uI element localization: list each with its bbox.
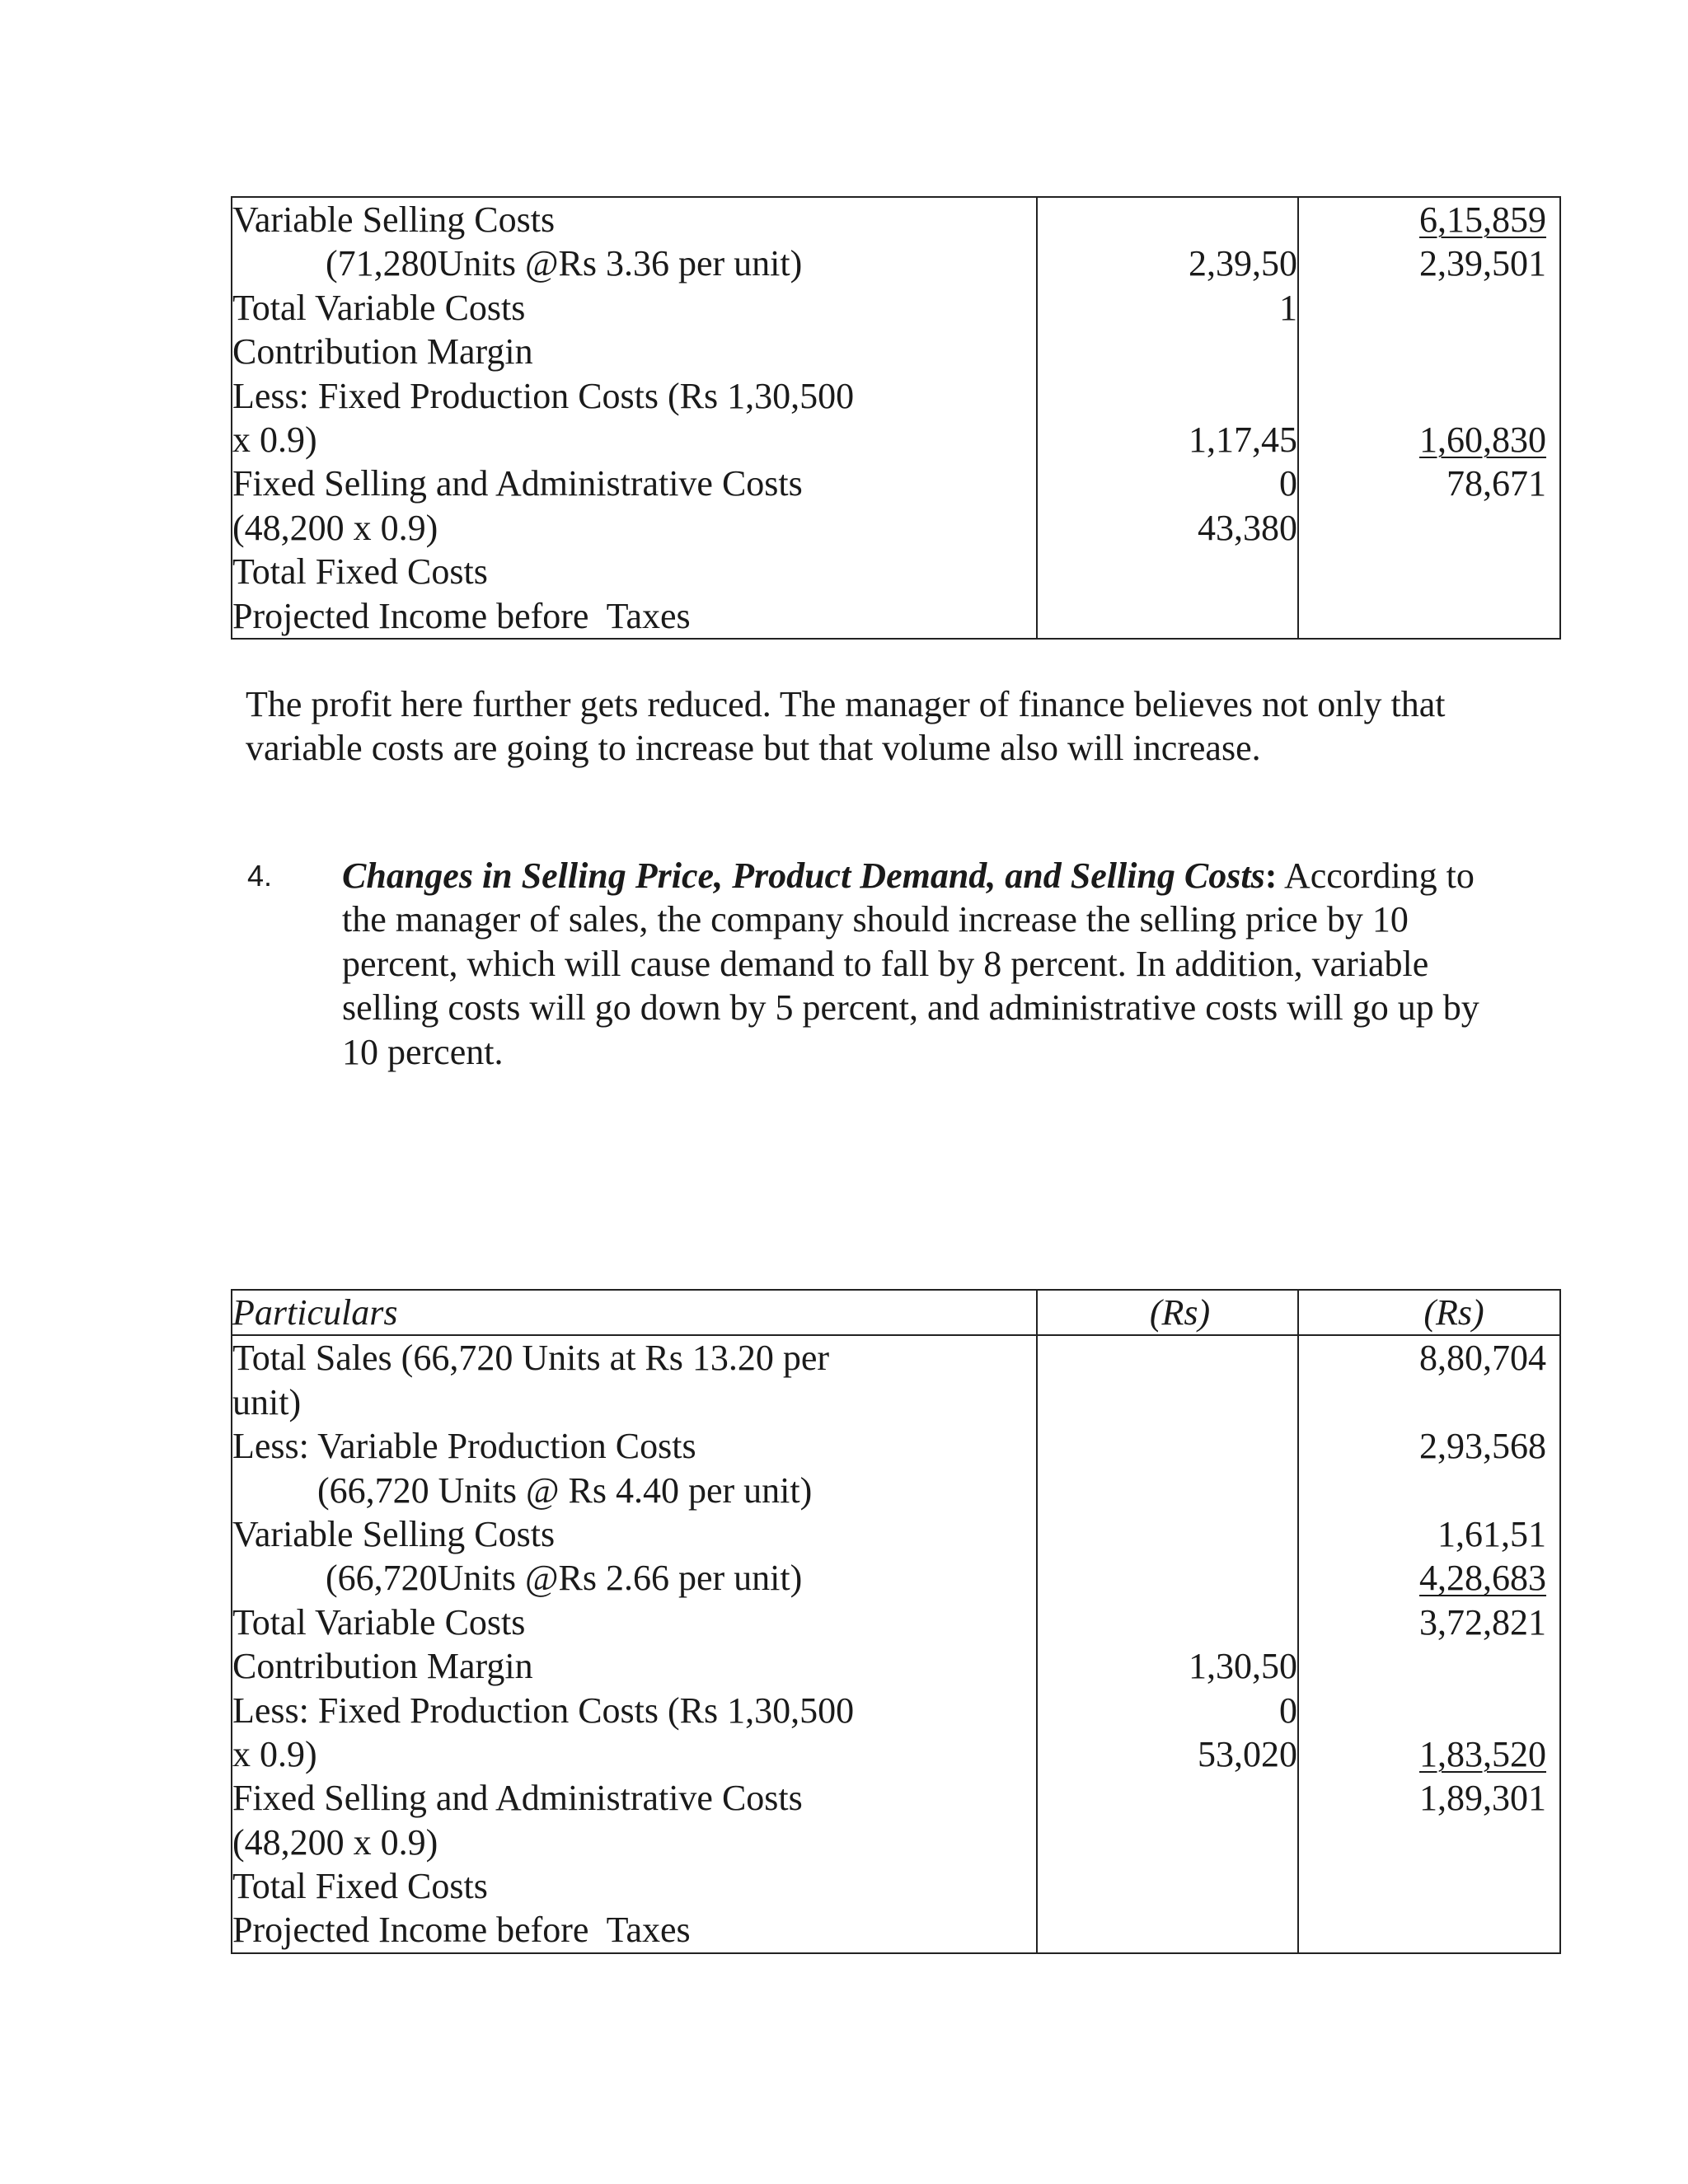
amount-cell <box>1299 594 1546 638</box>
amount-cell <box>1038 1424 1297 1468</box>
header-particulars <box>232 1290 1037 1335</box>
amount-cell: 2,93,568 <box>1419 1426 1546 1467</box>
amount-cell <box>1038 1908 1297 1952</box>
line-label: Less: Fixed Production Costs (Rs 1,30,500 <box>232 375 855 416</box>
line-label: Total Sales (66,720 Units at Rs 13.20 per <box>232 1338 830 1379</box>
particulars-column <box>232 197 1037 639</box>
amount-cell: 1,61,51 <box>1437 1513 1546 1554</box>
amount-cell: 0 <box>1279 1690 1297 1731</box>
amount-cell: 3,72,821 <box>1419 1601 1546 1643</box>
amount-cell: 1,83,520 <box>1419 1733 1546 1774</box>
line-label: Less: Variable Production Costs <box>232 1426 696 1467</box>
amount-cell <box>1038 198 1297 241</box>
amount-cell <box>1038 1776 1297 1820</box>
income-table-2 <box>231 1289 1561 1954</box>
amount-cell <box>1299 1821 1546 1864</box>
item-text: According to <box>1277 855 1475 896</box>
line-label: Total Variable Costs <box>232 287 526 328</box>
line-label: (66,720Units @Rs 2.66 per unit) <box>326 1558 803 1599</box>
amount-cell <box>1038 1512 1297 1556</box>
line-label: Fixed Selling and Administrative Costs <box>232 1778 803 1819</box>
amount-cell <box>1299 1689 1546 1732</box>
line-label: Projected Income before Taxes <box>232 595 691 636</box>
amount-column-1 <box>1037 197 1298 639</box>
amount-cell: 1,60,830 <box>1419 419 1546 460</box>
amount-cell <box>1038 1821 1297 1864</box>
item-line: selling costs will go down by 5 percent, and administrative costs will go up by <box>342 987 1479 1029</box>
item-heading: Changes in Selling Price, Product Demand, and Selling Costs <box>342 855 1265 896</box>
amount-cell: 2,39,50 <box>1189 243 1297 284</box>
line-label: (48,200 x 0.9) <box>232 1821 438 1863</box>
line-label: Projected Income before Taxes <box>232 1910 691 1951</box>
header-label: (Rs) <box>1423 1292 1484 1333</box>
amount-cell <box>1299 374 1546 418</box>
amount-cell <box>1038 594 1297 638</box>
table-header-row <box>232 1290 1560 1335</box>
item-line: the manager of sales, the company should increase the selling price by 10 <box>342 899 1409 940</box>
amount-cell <box>1038 1336 1297 1380</box>
income-table-1 <box>231 196 1561 640</box>
amount-cell: 1,17,45 <box>1189 419 1297 460</box>
line-label: (71,280Units @Rs 3.36 per unit) <box>326 243 803 284</box>
header-rs-1 <box>1037 1290 1298 1335</box>
heading-colon: : <box>1264 855 1278 896</box>
line-label: Fixed Selling and Administrative Costs <box>232 463 803 504</box>
line-label: x 0.9) <box>232 1733 317 1774</box>
item-line: percent, which will cause demand to fall by 8 percent. In addition, variable <box>342 943 1429 984</box>
line-label: (66,720 Units @ Rs 4.40 per unit) <box>317 1469 813 1511</box>
amount-cell <box>1038 550 1297 593</box>
amount-column-1 <box>1037 1335 1298 1952</box>
amount-cell <box>1038 1380 1297 1424</box>
amount-cell: 1,89,301 <box>1419 1778 1546 1819</box>
amount-cell <box>1038 1864 1297 1908</box>
line-label: Total Fixed Costs <box>232 551 488 593</box>
amount-cell <box>1299 1644 1546 1688</box>
header-rs-2 <box>1298 1290 1560 1335</box>
line-label: Total Variable Costs <box>232 1601 526 1643</box>
amount-cell: 53,020 <box>1198 1733 1297 1774</box>
list-number: 4. <box>247 859 273 893</box>
header-label: Particulars <box>232 1292 398 1333</box>
amount-cell <box>1299 1469 1546 1512</box>
line-label: Variable Selling Costs <box>232 199 556 240</box>
table-row <box>232 1335 1560 1952</box>
line-label: Contribution Margin <box>232 331 533 373</box>
amount-cell <box>1038 1469 1297 1512</box>
amount-cell <box>1299 1380 1546 1424</box>
amount-cell <box>1299 286 1546 330</box>
line-label: Variable Selling Costs <box>232 1513 556 1554</box>
amount-cell <box>1038 330 1297 373</box>
table-row <box>232 197 1560 639</box>
line-label: x 0.9) <box>232 419 317 460</box>
amount-cell: 0 <box>1279 463 1297 504</box>
paragraph-line: The profit here further gets reduced. The manager of finance believes not only that <box>246 684 1446 724</box>
item-line: 10 percent. <box>342 1031 504 1072</box>
amount-cell <box>1299 1908 1546 1952</box>
amount-column-2 <box>1298 1335 1560 1952</box>
amount-cell: 4,28,683 <box>1419 1558 1546 1599</box>
paragraph-line: variable costs are going to increase but that volume also will increase. <box>246 728 1261 769</box>
amount-cell: 2,39,501 <box>1419 243 1546 284</box>
amount-cell <box>1299 330 1546 373</box>
line-label: Total Fixed Costs <box>232 1866 488 1907</box>
amount-cell <box>1038 1556 1297 1600</box>
header-label: (Rs) <box>1149 1292 1211 1333</box>
line-label: Contribution Margin <box>232 1646 533 1687</box>
amount-cell <box>1038 374 1297 418</box>
amount-cell: 8,80,704 <box>1419 1338 1546 1379</box>
amount-cell: 78,671 <box>1447 463 1546 504</box>
amount-cell <box>1299 550 1546 593</box>
line-label: (48,200 x 0.9) <box>232 507 438 548</box>
amount-cell <box>1299 1864 1546 1908</box>
amount-column-2 <box>1298 197 1560 639</box>
particulars-column <box>232 1335 1037 1952</box>
line-label: unit) <box>232 1381 302 1422</box>
body-paragraph <box>246 682 1581 771</box>
item-first-line <box>342 854 1548 898</box>
numbered-item-4 <box>247 854 1548 1074</box>
amount-cell: 43,380 <box>1198 507 1297 548</box>
amount-cell: 1 <box>1279 287 1297 328</box>
amount-cell <box>1038 1601 1297 1644</box>
amount-cell: 6,15,859 <box>1419 199 1546 240</box>
line-label: Less: Fixed Production Costs (Rs 1,30,500 <box>232 1690 855 1731</box>
amount-cell <box>1299 506 1546 550</box>
amount-cell: 1,30,50 <box>1189 1646 1297 1687</box>
